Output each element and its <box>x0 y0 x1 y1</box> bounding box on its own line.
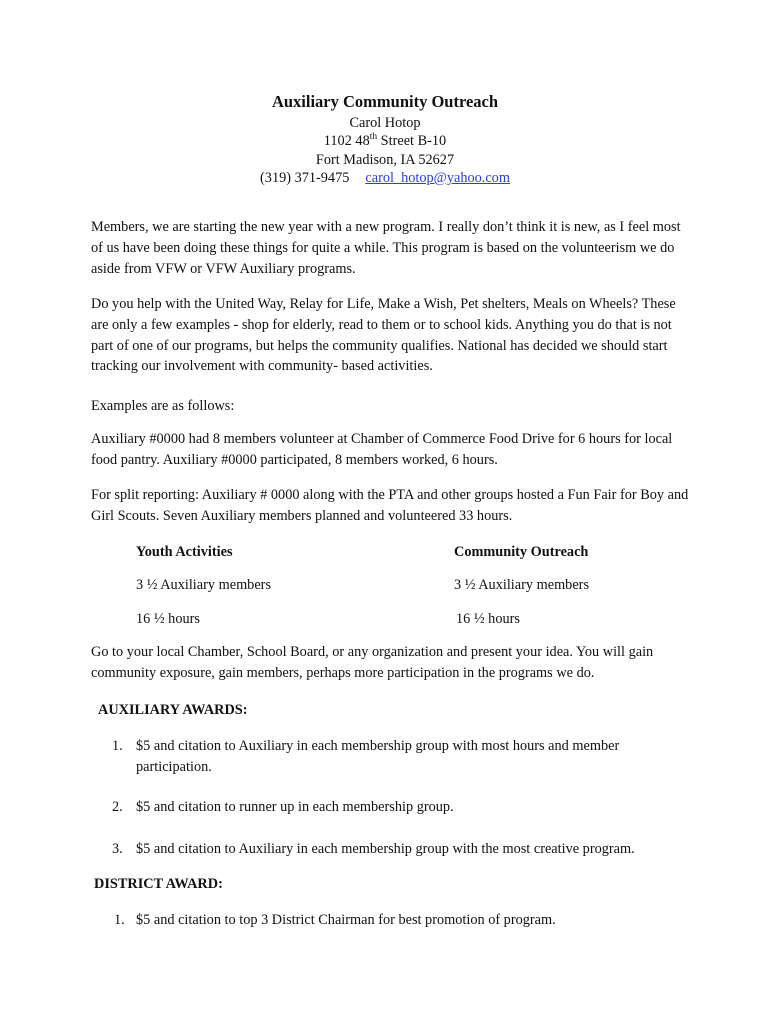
youth-activities-heading: Youth Activities <box>136 544 233 560</box>
contact-city: Fort Madison, IA 52627 <box>315 151 455 168</box>
youth-activities-members: 3 ½ Auxiliary members <box>136 577 272 593</box>
contact-street <box>0 132 770 151</box>
paragraph-intro: Members, we are starting the new year with a new program. I really don’t think it is new, as I feel most of us have been doing these things for quite a while. This program is based on the volunteerism we do aside from VFW or VFW Auxiliary programs. <box>91 219 681 277</box>
paragraph-example-one: Auxiliary #0000 had 8 members volunteer at Chamber of Commerce Food Drive for 6 hours for local food pantry. Auxiliary #0000 participated, 8 members worked, 6 hours. <box>91 431 673 468</box>
paragraph-split-reporting: For split reporting: Auxiliary # 0000 along with the PTA and other groups hosted a Fun Fair for Boy and Girl Scouts. Seven Auxiliary members planned and volunteered 33 hours. <box>91 487 689 524</box>
paragraph-call-to-action: Go to your local Chamber, School Board, or any organization and present your idea. You will gain community exposure, gain members, perhaps more participation in the programs we do. <box>91 644 654 681</box>
contact-name: Carol Hotop <box>349 114 421 131</box>
street-number: 1102 48 <box>323 133 370 149</box>
list-item-number: 1. <box>114 912 125 928</box>
list-item-number: 2. <box>112 799 123 815</box>
list-item-number: 3. <box>112 841 123 857</box>
paragraph-examples-of-help: Do you help with the United Way, Relay for Life, Make a Wish, Pet shelters, Meals on Wheels? These are only a few examples - shop for elderly, read to them or to school kids. Anything you do that is not part of one of our programs, but helps the community qualifies. National has decided we should start tracking our involvement with community- based activities. <box>91 296 676 375</box>
community-outreach-hours: 16 ½ hours <box>456 611 520 627</box>
list-item-text: $5 and citation to runner up in each membership group. <box>136 799 454 815</box>
list-item-number: 1. <box>112 738 123 754</box>
contact-phone: (319) 371-9475 <box>260 170 350 186</box>
auxiliary-awards-heading: AUXILIARY AWARDS: <box>98 702 248 718</box>
page-title: Auxiliary Community Outreach <box>271 92 499 111</box>
district-award-heading: DISTRICT AWARD: <box>94 876 223 892</box>
letterhead <box>0 93 770 188</box>
list-item-text: $5 and citation to Auxiliary in each membership group with most hours and member participation. <box>136 738 620 775</box>
paragraph-examples-heading: Examples are as follows: <box>91 398 235 414</box>
street-name: Street B-10 <box>377 133 447 149</box>
list-item-text: $5 and citation to top 3 District Chairman for best promotion of program. <box>136 912 556 928</box>
youth-activities-hours: 16 ½ hours <box>136 611 200 627</box>
contact-phone-email <box>0 169 770 188</box>
community-outreach-members: 3 ½ Auxiliary members <box>454 577 590 593</box>
street-ordinal: th <box>369 132 378 143</box>
community-outreach-heading: Community Outreach <box>454 544 589 560</box>
contact-email-link[interactable]: carol_hotop@yahoo.com <box>365 170 510 186</box>
list-item-text: $5 and citation to Auxiliary in each membership group with the most creative program. <box>136 841 635 857</box>
